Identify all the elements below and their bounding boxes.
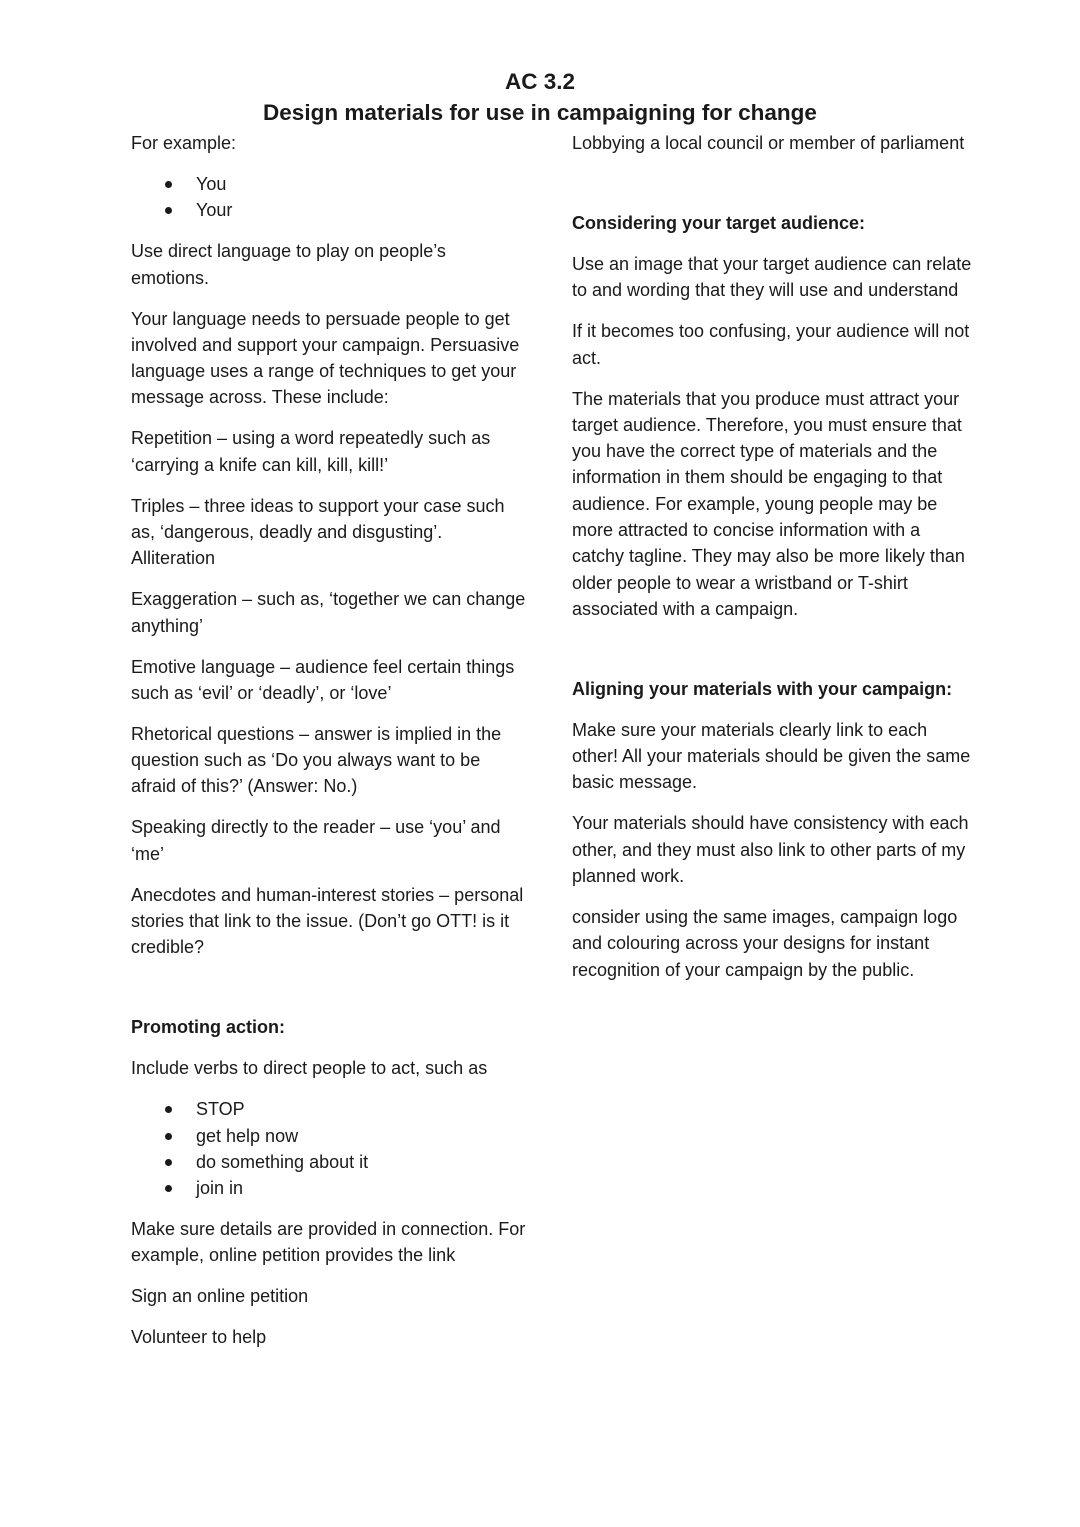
volunteer-paragraph: Volunteer to help (131, 1327, 267, 1348)
anecdotes-paragraph: Anecdotes and human-interest stories – personal stories that link to the issue. (Don’t go OTT! is it credible? (131, 884, 524, 958)
action-list (131, 1096, 526, 1201)
confusing-paragraph: If it becomes too confusing, your audience will not act. (572, 321, 970, 368)
target-audience-heading: Considering your target audience: (572, 212, 866, 233)
repetition-paragraph: Repetition – using a word repeatedly such as ‘carrying a knife can kill, kill, kill!’ (131, 428, 491, 475)
list-item: You (131, 171, 526, 197)
page-header (0, 66, 1080, 128)
exaggeration-paragraph: Exaggeration – such as, ‘together we can change anything’ (131, 589, 526, 636)
persuasive-language-paragraph: Your language needs to persuade people to get involved and support your campaign. Persuasive language uses a range of techniques to get your message across. These include: (131, 308, 520, 408)
image-paragraph: Use an image that your target audience can relate to and wording that they will use and understand (572, 253, 972, 301)
speaking-directly-paragraph: Speaking directly to the reader – use ‘you’ and ‘me’ (131, 817, 501, 864)
alliteration-text: Alliteration (131, 548, 216, 569)
page-code: AC 3.2 (504, 69, 576, 94)
emotive-paragraph: Emotive language – audience feel certain things such as ‘evil’ or ‘deadly’, or ‘love’ (131, 656, 515, 703)
consider-paragraph: consider using the same images, campaign logo and colouring across your designs for instant recognition of your campaign by the public. (572, 907, 958, 980)
verbs-paragraph: Include verbs to direct people to act, such as (131, 1058, 488, 1079)
triples-paragraph (131, 493, 526, 572)
link-paragraph: Make sure your materials clearly link to each other! All your materials should be given the same basic message. (572, 719, 971, 793)
direct-language-paragraph: Use direct language to play on people’s emotions. (131, 241, 446, 288)
promoting-action-heading: Promoting action: (131, 1017, 285, 1038)
list-item: join in (131, 1175, 526, 1201)
materials-paragraph: The materials that you produce must attract your target audience. Therefore, you must ensure that you have the correct type of materials and the information in them should be engaging to that audience. For example, young people may be more attracted to concise information with a catchy tagline. They may also be more likely than older people to wear a wristband or T-shirt associated with a campaign. (572, 388, 965, 619)
list-item: Your (131, 197, 526, 223)
right-column (572, 130, 972, 998)
consistency-paragraph: Your materials should have consistency with each other, and they must also link to other parts of my planned work. (572, 813, 969, 887)
list-item: get help now (131, 1123, 526, 1149)
left-column (131, 130, 526, 1365)
example-list (131, 171, 526, 224)
triples-text: Triples – three ideas to support your case such as, ‘dangerous, deadly and disgusting’. (131, 495, 505, 542)
example-intro: For example: (131, 133, 237, 153)
lobbying-paragraph: Lobbying a local council or member of parliament (572, 133, 965, 153)
list-item: do something about it (131, 1149, 526, 1175)
list-item: STOP (131, 1096, 526, 1122)
details-paragraph: Make sure details are provided in connection. For example, online petition provides the link (131, 1219, 526, 1266)
rhetorical-paragraph: Rhetorical questions – answer is implied in the question such as ‘Do you always want to be afraid of this?’ (Answer: No.) (131, 723, 502, 797)
page-title: Design materials for use in campaigning for change (263, 100, 817, 125)
aligning-materials-heading: Aligning your materials with your campaign: (572, 678, 953, 699)
sign-petition-paragraph: Sign an online petition (131, 1286, 309, 1307)
